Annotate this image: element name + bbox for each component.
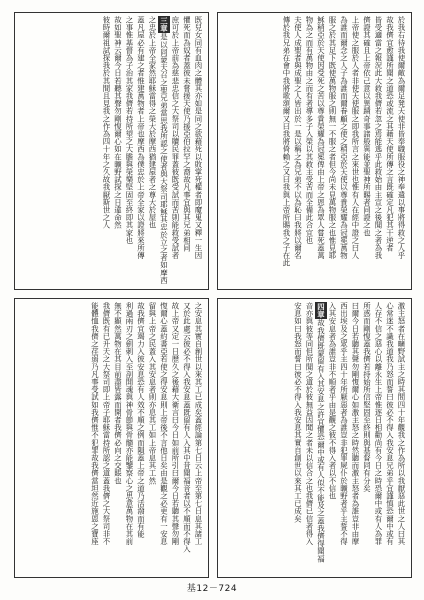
text-line: 心常迷不識我道我乃怒而誓曰彼必不得入我安息兄弟乎宜謹慎恐爾中或有	[385, 302, 395, 546]
text-line: 之安息其實自創世以來其工已成矣蓋經論第七日云上帝至第七日息其諸工	[194, 302, 203, 546]
text-line: 庶可於上帝前為慈悲忠信之大祭司以贖民罪蓋彼既受試而苦則能救受試者	[171, 16, 180, 260]
text-line: 穌稍亞於天使因受死之苦以尊貴榮耀為冠冕俾由上帝之恩為眾人嘗死蓋萬	[316, 16, 326, 260]
text-line: 物為之而有萬物由之而有者導多子入榮以其救主受苦而全備此合宜也	[305, 16, 314, 244]
text-line: 愎爾心蓋約書亞若使之得安息則上帝後不言他日矣由是觀之必更有一安息	[159, 302, 169, 546]
text-line: 彼時爾祖試探我於其間且見我之作為四十年之久故我厭斯世之人	[102, 16, 111, 229]
text-line: 曰爾今日若聽其聲勿剛愎爾心如激主怒之時然聽而激主怒者為誰豈非由摩	[351, 302, 360, 546]
text-line: 傳於我兄弟在會中我將歌頌爾又曰我將倚賴之又曰我與上帝所賜我之子在此	[282, 16, 291, 267]
text-line: 皆受適當之報況此大救我儕若忽之焉能逃乎此救始由主宣之後聞之者為我	[374, 16, 383, 260]
chapter-heading-line	[315, 302, 327, 574]
text-line: 夫使人成聖者與成聖之人皆出於一是以稱之為兄弟不以為恥曰我將以爾名	[293, 16, 303, 260]
text-line: 利過兩刃之劍刺入至剖開魂與神骨節與骨髓亦能鑒察心之思意萬物在其前	[125, 302, 134, 546]
text-line: 又於此處云彼必不得入我安息蓋既留有人入其中昔聞福音者以不順而不得入	[182, 302, 192, 553]
text-line: 故如聖神云爾今日若聽其聲勿剛愎爾心如在曠野試探之日違命然	[113, 16, 123, 229]
text-line: 西出埃及之眾乎主四十年所厭惡者為誰豈非犯罪屍仆於曠野者乎主誓不得	[339, 302, 349, 546]
text-columns	[222, 302, 407, 574]
chapter-heading-line	[158, 16, 170, 286]
chapter-heading: 三章	[159, 17, 169, 33]
text-panel-top-left	[14, 12, 209, 290]
text-line: 人存不信之惡心以離永生上帝惟逐日相勸尚有今日之時恐爾中或有人為罪	[374, 302, 383, 546]
text-line: 之忠於上帝全家然耶穌當得之榮大於摩西猶建屋者之尊大於屋也	[148, 16, 157, 229]
text-columns	[222, 16, 407, 286]
text-panel-top-right	[217, 12, 412, 290]
text-line: 能體恤我儕之荏弱乃凡事受試如我儕惟不犯罪故我儕當坦然近施恩之寶座	[90, 302, 100, 546]
text-line: 儕證其確且上帝依己意以異蹟奇事諸般異能並聖神所賜者同證之也	[362, 16, 372, 237]
text-line: 故我儕既蒙留有入其安息之許宜懼恐爾中或有人似不能及之蓋我儕得聞福	[316, 319, 326, 563]
text-line: 上帝使之服於人者非使天使服之即我所言之來世也惟有人在經中證之曰人	[351, 16, 360, 260]
text-columns	[19, 302, 204, 574]
document-spread	[14, 12, 410, 578]
page-number: 基12－724	[186, 584, 238, 594]
text-line: 我儕既有已升天之大祭司即上帝子耶穌當持所認之道蓋我儕之大祭司非不	[102, 302, 111, 546]
text-line: 無不顯然萬物在其目前盡皆露而開者我儕必向之交賬也	[113, 302, 123, 485]
text-columns	[19, 16, 204, 286]
text-panel-bottom-left	[14, 298, 209, 578]
text-line: 故上帝又定一日歷久之後藉大衛言曰今日如前所引曰爾今日若聽其聲勿剛	[171, 302, 180, 546]
text-line: 之事惟基督為子治其家我儕若持所望之大膽與榮樂堅固至終即其家也	[125, 16, 134, 244]
text-line: 故我儕宜竭力入彼安息恐有人效不順之例而隕蓋上帝之道乃活潑而有能	[136, 302, 146, 538]
text-line: 安息如曰我怒而誓曰彼必不得入我安息其實自創世以來其工已成矣	[293, 302, 303, 523]
text-line: 所惑而剛愎蓋我儕若持始所信堅固至終則與基督同有分矣	[362, 302, 372, 492]
text-line: 為誰而爾念之人子為誰而爾眷顧之使之稍亞於天使以尊貴榮耀為冠冕萬物	[339, 16, 349, 260]
page-gutter	[211, 12, 213, 578]
text-line: 既兒女同有血肉之體其亦如是同之欲藉死以敗掌死權者即魔鬼又釋一生因	[194, 16, 203, 260]
text-line: 於我右待我使爾敵為爾足凳天使非皆奉職服役之神奉遣以事將得救之人乎	[397, 16, 406, 260]
chapter-heading: 四章	[316, 303, 326, 319]
text-panel-bottom-right	[217, 298, 412, 578]
text-line: 服之於其足下既使萬物服之則無一不服之者但今尚未見萬物服之也惟見耶	[328, 16, 337, 260]
text-line: 音亦與彼等同但所聞之道於彼無益因聞之者未以信合之也我儕已信者得入	[305, 302, 314, 546]
text-line: 入其安息者為誰豈非不順者乎由是觀之彼不得入者以不信也	[328, 302, 337, 500]
text-line: 是以同蒙天召之聖兄弟當思我所認之使者與大祭司耶穌其忠於立之者如摩西	[159, 33, 169, 285]
text-line: 留與上帝之民蓋入其安息者則亦息其工如上帝息其工然	[148, 302, 157, 485]
text-line: 懼死而為奴者蓋彼未嘗援天使乃援亞伯拉罕之裔故凡事宜與其兄弟相同	[182, 16, 192, 252]
text-line: 蓋凡屋必有建之者惟建萬物者上帝也摩西為僕忠於上帝全家以證將來所傳	[136, 16, 146, 260]
text-line: 故我儕宜愈謹所聞之道恐或流之其藉天使所傳之言既確定凡犯其干逆者	[385, 16, 395, 252]
text-line: 激主怒者在曠野試主之時其間四十年觀我之作為所以我厭惡此世之人曰其	[397, 302, 406, 546]
